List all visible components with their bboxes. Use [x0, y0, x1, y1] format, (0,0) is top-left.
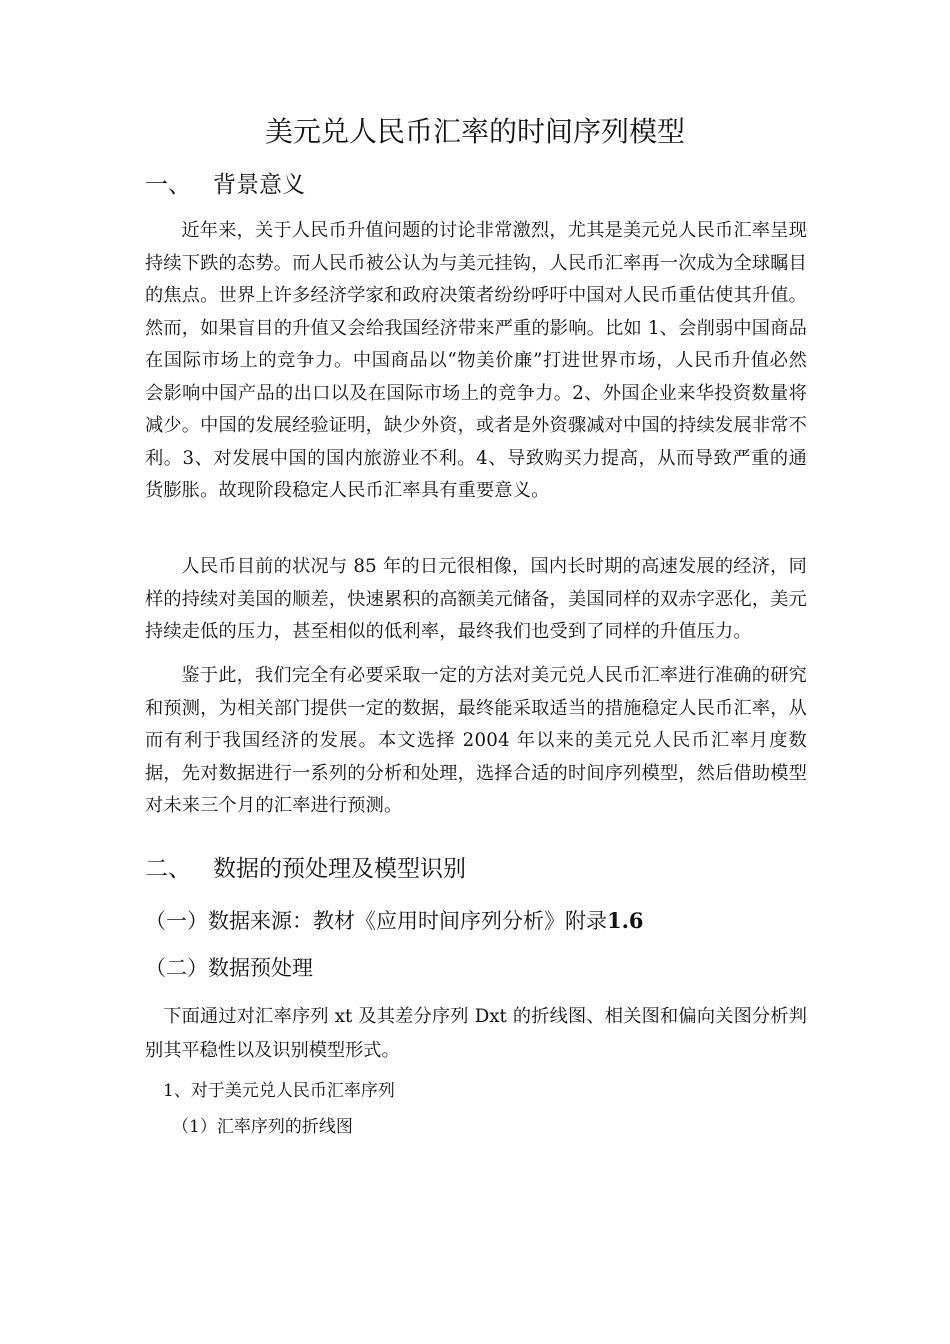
list-item-1: 1、对于美元兑人民币汇率序列: [163, 1081, 395, 1101]
subsection-heading-data-source: [145, 905, 644, 937]
body-paragraph-1: 近年来，关于人民币升值问题的讨论非常激烈，尤其是美元兑人民币汇率呈现持续下跌的态势。而人民币被公认为与美元挂钩，人民币汇率再一次成为全球瞩目的焦点。世界上许多经济学家和政府决策者纷纷呼吁中国对人民币重估使其升值。然而，如果盲目的升值又会给我国经济带来严重的影响。比如 1、会削弱中国商品在国际市场上的竞争力。中国商品以“物美价廉”打进世界市场，人民币升值必然会影响中国产品的出口以及在国际市场上的竞争力。2、外国企业来华投资数量将减少。中国的发展经验证明，缺少外资，或者是外资骤减对中国的持续发展非常不利。3、对发展中国的国内旅游业不利。4、导致购买力提高，从而导致严重的通货膨胀。故现阶段稳定人民币汇率具有重要意义。: [145, 220, 808, 501]
document-title: 美元兑人民币汇率的时间序列模型: [264, 115, 685, 148]
body-paragraph-4: 下面通过对汇率序列 xt 及其差分序列 Dxt 的折线图、相关图和偏向关图分析判别其平稳性以及识别模型形式。: [145, 1006, 807, 1061]
subsection-heading-text: （一）数据来源：教材《应用时间序列分析》附录: [145, 909, 607, 933]
section-number: 二、: [145, 856, 191, 882]
list-item-1-1: （1）汇率序列的折线图: [172, 1117, 353, 1137]
section-heading-text: 背景意义: [213, 172, 305, 198]
subsection-heading-preprocessing: （二）数据预处理: [145, 956, 313, 980]
body-paragraph-2: 人民币目前的状况与 85 年的日元很相像，国内长时期的高速发展的经济，同样的持续对美国的顺差，快速累积的高额美元储备，美国同样的双赤字恶化，美元持续走低的压力，甚至相似的低利率，最终我们也受到了同样的升值压力。: [145, 556, 807, 642]
body-paragraph-3: 鉴于此，我们完全有必要采取一定的方法对美元兑人民币汇率进行准确的研究和预测，为相关部门提供一定的数据，最终能采取适当的措施稳定人民币汇率，从而有利于我国经济的发展。本文选择 2004 年以来的美元兑人民币汇率月度数据，先对数据进行一系列的分析和处理，选择合适的时间序列模型，然后借助模型对未来三个月的汇率进行预测。: [145, 665, 807, 816]
section-heading-background: [145, 168, 305, 202]
section-number: 一、: [145, 172, 191, 198]
section-heading-preprocessing: [145, 852, 466, 886]
appendix-number: 1.6: [607, 908, 644, 933]
section-heading-text: 数据的预处理及模型识别: [213, 856, 466, 882]
